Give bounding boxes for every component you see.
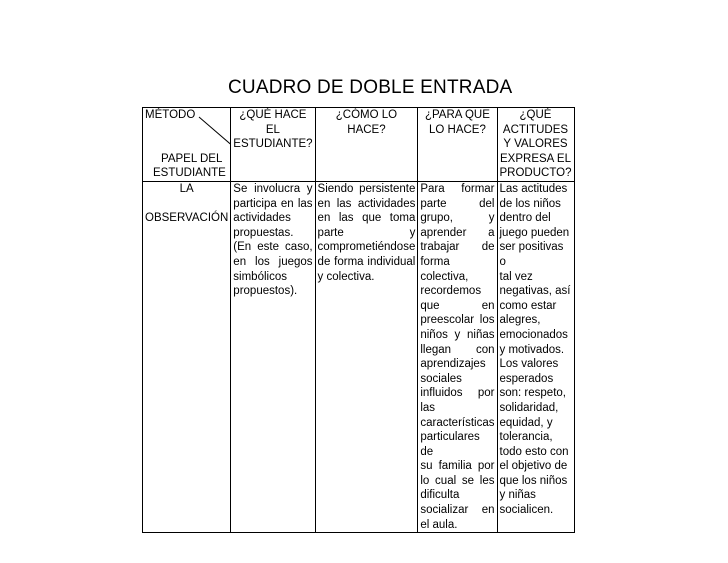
header-line: ¿CÓMO LO [335, 109, 398, 121]
cell-line: emocionados [499, 328, 568, 341]
cell-actitudes [497, 182, 574, 533]
cell-line: recordemos [420, 285, 482, 298]
cell-line: (En este caso, [233, 241, 313, 254]
cell-line: comprometiéndose [317, 241, 416, 254]
cell-line: forma [420, 255, 450, 268]
header-line: PRODUCTO? [499, 167, 572, 180]
cell-line: en los juegos [233, 255, 313, 268]
cell-line: el aula. [420, 518, 458, 531]
cell-line: grupo, y [420, 212, 495, 225]
cell-line: como estar [499, 299, 557, 312]
cell-line: juego pueden [499, 226, 570, 239]
method-line: LA [179, 183, 194, 195]
cell-line: todo esto con [499, 445, 569, 458]
corner-bottom-line: ESTUDIANTE [153, 167, 226, 180]
header-para-que [418, 108, 497, 182]
cell-line: de forma individual [317, 255, 416, 268]
cell-line: esperados [499, 372, 554, 385]
cell-line: niños y niñas [420, 328, 495, 341]
cell-line: su familia por [420, 460, 495, 473]
document-title: CUADRO DE DOBLE ENTRADA [228, 77, 513, 98]
cell-line: y colectiva. [317, 270, 375, 283]
header-como-lo-hace [315, 108, 418, 182]
cell-line: alegres, [499, 314, 541, 327]
cell-line: particulares de [420, 431, 480, 458]
cell-que-hace [231, 182, 315, 533]
cell-line: en las que toma [317, 212, 416, 225]
cell-line: en las actividades [317, 197, 416, 210]
cell-line: equidad, y [499, 416, 553, 429]
header-line: ACTITUDES [502, 123, 569, 136]
method-line: OBSERVACIÓN [145, 212, 229, 225]
cell-line: las [420, 401, 436, 414]
header-line: EXPRESA EL [500, 152, 571, 165]
cell-para-que [418, 182, 497, 533]
cell-line: simbólicos [233, 270, 287, 283]
method-cell [143, 182, 231, 533]
corner-bottom-line: PAPEL DEL [161, 152, 223, 165]
cell-line: preescolar los [420, 314, 495, 327]
cell-line: participa en las [233, 197, 313, 210]
cell-line: el objetivo de [499, 460, 568, 473]
cell-line: solidaridad, [499, 401, 559, 414]
corner-top-label: MÉTODO [145, 109, 196, 121]
cell-line: Se involucra y [233, 183, 313, 195]
cell-line: características [420, 416, 495, 429]
cell-line: aprendizajes [420, 358, 486, 371]
cell-line: Siendo persistente [317, 183, 416, 195]
cell-line: aprender a [420, 226, 495, 239]
table-row [143, 182, 575, 533]
cell-line: Las actitudes [499, 183, 568, 195]
cell-line: colectiva, [420, 270, 469, 283]
cell-line: ser positivas o [499, 241, 564, 268]
cell-line: y niñas [499, 489, 536, 502]
cell-line: llegan con [420, 343, 495, 356]
cell-line: trabajar de [420, 241, 495, 254]
cell-line: propuestos). [233, 285, 298, 298]
header-que-hace [231, 108, 315, 182]
header-line: LO HACE? [428, 123, 486, 136]
header-row [143, 108, 575, 182]
cell-line: dentro del [499, 212, 551, 225]
header-line: ¿QUÉ [519, 109, 552, 121]
corner-bottom-label [153, 152, 226, 181]
header-line: ¿QUÉ HACE [239, 109, 307, 121]
cell-line: propuestas. [233, 226, 294, 239]
cell-line: Para formar [420, 183, 495, 195]
cell-line: parte del [420, 197, 495, 210]
cell-line: tolerancia, [499, 431, 553, 444]
cell-line: actividades [233, 212, 291, 225]
header-actitudes [497, 108, 574, 182]
cell-como-lo-hace [315, 182, 418, 533]
cell-line: de los niños [499, 197, 561, 210]
header-line: ¿PARA QUE [424, 109, 490, 121]
cell-line: influidos por [420, 387, 495, 400]
header-line: Y VALORES [503, 138, 568, 151]
cell-line: socialicen. [499, 504, 554, 517]
header-line: HACE? [347, 123, 386, 136]
corner-header-cell [143, 108, 231, 182]
header-line: EL [265, 123, 280, 136]
cell-line: lo cual se les [420, 474, 495, 487]
cell-line: son: respeto, [499, 387, 566, 400]
cell-line: dificulta [420, 489, 460, 502]
cell-line: tal vez [499, 270, 533, 283]
cell-line: socializar en [420, 504, 495, 517]
cell-line: sociales [420, 372, 462, 385]
cell-line: Los valores [499, 358, 559, 371]
cell-line: que los niños [499, 474, 568, 487]
cell-line: que en [420, 299, 495, 312]
cell-line: y motivados. [499, 343, 565, 356]
cell-line: negativas, así [499, 285, 571, 298]
double-entry-table [142, 107, 575, 533]
header-line: ESTUDIANTE? [233, 138, 313, 151]
cell-line: parte y [317, 226, 416, 239]
